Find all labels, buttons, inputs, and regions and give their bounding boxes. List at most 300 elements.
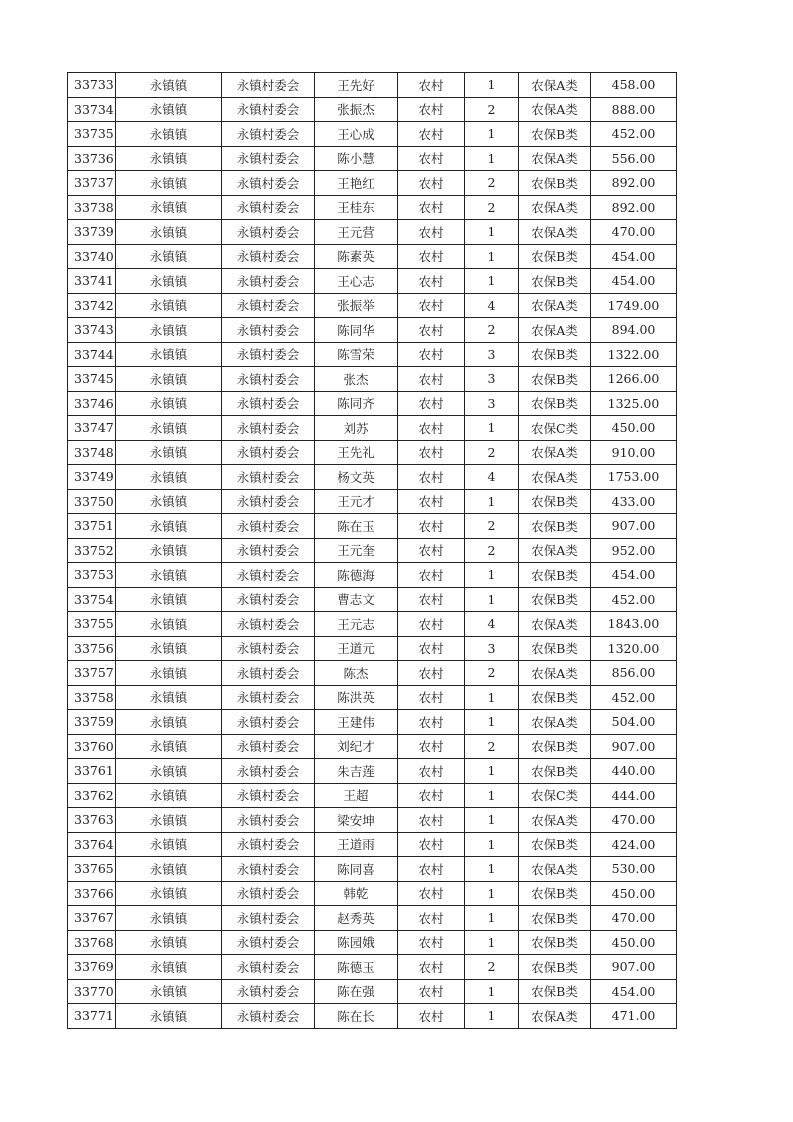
name-cell: 刘纪才 [315, 734, 398, 759]
household-type-cell: 农村 [398, 195, 465, 220]
town-cell: 永镇镇 [116, 367, 222, 392]
insurance-category-cell: 农保A类 [519, 97, 591, 122]
name-cell: 王超 [315, 783, 398, 808]
name-cell: 张振举 [315, 293, 398, 318]
table-row [68, 710, 677, 735]
name-cell: 陈德海 [315, 563, 398, 588]
person-count-cell: 1 [465, 685, 519, 710]
insurance-category-cell: 农保B类 [519, 759, 591, 784]
name-cell: 朱吉莲 [315, 759, 398, 784]
insurance-category-cell: 农保A类 [519, 440, 591, 465]
id-cell: 33763 [68, 808, 116, 833]
person-count-cell: 2 [465, 661, 519, 686]
village-committee-cell: 永镇村委会 [222, 514, 315, 539]
amount-cell: 470.00 [591, 220, 677, 245]
table-row [68, 269, 677, 294]
town-cell: 永镇镇 [116, 416, 222, 441]
name-cell: 王先好 [315, 73, 398, 98]
town-cell: 永镇镇 [116, 97, 222, 122]
household-type-cell: 农村 [398, 881, 465, 906]
insurance-category-cell: 农保B类 [519, 636, 591, 661]
amount-cell: 454.00 [591, 269, 677, 294]
name-cell: 王先礼 [315, 440, 398, 465]
amount-cell: 471.00 [591, 1004, 677, 1029]
amount-cell: 452.00 [591, 587, 677, 612]
town-cell: 永镇镇 [116, 220, 222, 245]
village-committee-cell: 永镇村委会 [222, 293, 315, 318]
id-cell: 33764 [68, 832, 116, 857]
insurance-category-cell: 农保C类 [519, 416, 591, 441]
id-cell: 33750 [68, 489, 116, 514]
person-count-cell: 2 [465, 195, 519, 220]
insurance-category-cell: 农保B类 [519, 342, 591, 367]
village-committee-cell: 永镇村委会 [222, 808, 315, 833]
name-cell: 赵秀英 [315, 906, 398, 931]
household-type-cell: 农村 [398, 832, 465, 857]
table-row [68, 318, 677, 343]
person-count-cell: 3 [465, 636, 519, 661]
table-row [68, 195, 677, 220]
amount-cell: 892.00 [591, 171, 677, 196]
table-row [68, 514, 677, 539]
name-cell: 韩乾 [315, 881, 398, 906]
name-cell: 王建伟 [315, 710, 398, 735]
id-cell: 33734 [68, 97, 116, 122]
town-cell: 永镇镇 [116, 440, 222, 465]
amount-cell: 504.00 [591, 710, 677, 735]
town-cell: 永镇镇 [116, 979, 222, 1004]
id-cell: 33760 [68, 734, 116, 759]
insurance-category-cell: 农保A类 [519, 538, 591, 563]
person-count-cell: 1 [465, 220, 519, 245]
household-type-cell: 农村 [398, 514, 465, 539]
amount-cell: 1325.00 [591, 391, 677, 416]
person-count-cell: 1 [465, 587, 519, 612]
amount-cell: 1320.00 [591, 636, 677, 661]
household-type-cell: 农村 [398, 146, 465, 171]
table-row [68, 244, 677, 269]
person-count-cell: 1 [465, 146, 519, 171]
amount-cell: 470.00 [591, 906, 677, 931]
household-type-cell: 农村 [398, 1004, 465, 1029]
amount-cell: 1843.00 [591, 612, 677, 637]
table-row [68, 587, 677, 612]
household-type-cell: 农村 [398, 391, 465, 416]
name-cell: 王道雨 [315, 832, 398, 857]
insurance-category-cell: 农保A类 [519, 710, 591, 735]
village-committee-cell: 永镇村委会 [222, 269, 315, 294]
name-cell: 梁安坤 [315, 808, 398, 833]
table-row [68, 685, 677, 710]
household-type-cell: 农村 [398, 122, 465, 147]
id-cell: 33739 [68, 220, 116, 245]
town-cell: 永镇镇 [116, 734, 222, 759]
amount-cell: 424.00 [591, 832, 677, 857]
village-committee-cell: 永镇村委会 [222, 612, 315, 637]
town-cell: 永镇镇 [116, 489, 222, 514]
household-type-cell: 农村 [398, 73, 465, 98]
town-cell: 永镇镇 [116, 808, 222, 833]
table-body [68, 73, 677, 1029]
amount-cell: 910.00 [591, 440, 677, 465]
person-count-cell: 1 [465, 857, 519, 882]
id-cell: 33737 [68, 171, 116, 196]
insurance-category-cell: 农保B类 [519, 881, 591, 906]
insurance-category-cell: 农保B类 [519, 685, 591, 710]
insurance-category-cell: 农保B类 [519, 391, 591, 416]
person-count-cell: 1 [465, 759, 519, 784]
person-count-cell: 1 [465, 1004, 519, 1029]
table-row [68, 416, 677, 441]
table-row [68, 220, 677, 245]
household-type-cell: 农村 [398, 171, 465, 196]
household-type-cell: 农村 [398, 220, 465, 245]
person-count-cell: 2 [465, 538, 519, 563]
insurance-category-cell: 农保A类 [519, 808, 591, 833]
insurance-category-cell: 农保A类 [519, 146, 591, 171]
name-cell: 陈素英 [315, 244, 398, 269]
village-committee-cell: 永镇村委会 [222, 857, 315, 882]
insurance-category-cell: 农保A类 [519, 1004, 591, 1029]
person-count-cell: 2 [465, 318, 519, 343]
person-count-cell: 1 [465, 416, 519, 441]
town-cell: 永镇镇 [116, 930, 222, 955]
household-type-cell: 农村 [398, 955, 465, 980]
name-cell: 陈杰 [315, 661, 398, 686]
town-cell: 永镇镇 [116, 906, 222, 931]
insurance-category-cell: 农保B类 [519, 587, 591, 612]
town-cell: 永镇镇 [116, 538, 222, 563]
amount-cell: 907.00 [591, 955, 677, 980]
id-cell: 33733 [68, 73, 116, 98]
household-type-cell: 农村 [398, 783, 465, 808]
household-type-cell: 农村 [398, 661, 465, 686]
table-row [68, 612, 677, 637]
person-count-cell: 2 [465, 955, 519, 980]
household-type-cell: 农村 [398, 636, 465, 661]
amount-cell: 458.00 [591, 73, 677, 98]
household-type-cell: 农村 [398, 685, 465, 710]
town-cell: 永镇镇 [116, 955, 222, 980]
town-cell: 永镇镇 [116, 636, 222, 661]
town-cell: 永镇镇 [116, 269, 222, 294]
name-cell: 张杰 [315, 367, 398, 392]
person-count-cell: 3 [465, 367, 519, 392]
town-cell: 永镇镇 [116, 391, 222, 416]
id-cell: 33769 [68, 955, 116, 980]
table-row [68, 440, 677, 465]
person-count-cell: 3 [465, 342, 519, 367]
village-committee-cell: 永镇村委会 [222, 1004, 315, 1029]
household-type-cell: 农村 [398, 465, 465, 490]
person-count-cell: 1 [465, 881, 519, 906]
table-row [68, 538, 677, 563]
village-committee-cell: 永镇村委会 [222, 538, 315, 563]
village-committee-cell: 永镇村委会 [222, 489, 315, 514]
insurance-category-cell: 农保B类 [519, 514, 591, 539]
id-cell: 33749 [68, 465, 116, 490]
name-cell: 王艳红 [315, 171, 398, 196]
id-cell: 33768 [68, 930, 116, 955]
table-row [68, 759, 677, 784]
village-committee-cell: 永镇村委会 [222, 244, 315, 269]
id-cell: 33738 [68, 195, 116, 220]
amount-cell: 1749.00 [591, 293, 677, 318]
household-type-cell: 农村 [398, 342, 465, 367]
person-count-cell: 2 [465, 440, 519, 465]
person-count-cell: 3 [465, 391, 519, 416]
table-row [68, 171, 677, 196]
person-count-cell: 1 [465, 832, 519, 857]
village-committee-cell: 永镇村委会 [222, 171, 315, 196]
insurance-category-cell: 农保A类 [519, 612, 591, 637]
name-cell: 王元奎 [315, 538, 398, 563]
person-count-cell: 2 [465, 734, 519, 759]
id-cell: 33770 [68, 979, 116, 1004]
village-committee-cell: 永镇村委会 [222, 979, 315, 1004]
amount-cell: 454.00 [591, 244, 677, 269]
person-count-cell: 1 [465, 930, 519, 955]
amount-cell: 1753.00 [591, 465, 677, 490]
table-row [68, 391, 677, 416]
household-type-cell: 农村 [398, 538, 465, 563]
person-count-cell: 1 [465, 489, 519, 514]
household-type-cell: 农村 [398, 269, 465, 294]
name-cell: 杨文英 [315, 465, 398, 490]
insurance-category-cell: 农保A类 [519, 465, 591, 490]
id-cell: 33757 [68, 661, 116, 686]
table-row [68, 465, 677, 490]
amount-cell: 452.00 [591, 122, 677, 147]
person-count-cell: 2 [465, 514, 519, 539]
insurance-category-cell: 农保A类 [519, 857, 591, 882]
name-cell: 陈小慧 [315, 146, 398, 171]
id-cell: 33771 [68, 1004, 116, 1029]
name-cell: 刘苏 [315, 416, 398, 441]
insurance-category-cell: 农保A类 [519, 318, 591, 343]
id-cell: 33746 [68, 391, 116, 416]
village-committee-cell: 永镇村委会 [222, 318, 315, 343]
town-cell: 永镇镇 [116, 465, 222, 490]
village-committee-cell: 永镇村委会 [222, 685, 315, 710]
town-cell: 永镇镇 [116, 73, 222, 98]
name-cell: 陈在强 [315, 979, 398, 1004]
person-count-cell: 2 [465, 171, 519, 196]
village-committee-cell: 永镇村委会 [222, 465, 315, 490]
table-row [68, 857, 677, 882]
town-cell: 永镇镇 [116, 514, 222, 539]
village-committee-cell: 永镇村委会 [222, 783, 315, 808]
town-cell: 永镇镇 [116, 171, 222, 196]
insurance-category-cell: 农保B类 [519, 979, 591, 1004]
insurance-category-cell: 农保A类 [519, 293, 591, 318]
id-cell: 33761 [68, 759, 116, 784]
person-count-cell: 1 [465, 783, 519, 808]
id-cell: 33756 [68, 636, 116, 661]
insurance-category-cell: 农保B类 [519, 832, 591, 857]
table-row [68, 734, 677, 759]
id-cell: 33752 [68, 538, 116, 563]
id-cell: 33762 [68, 783, 116, 808]
person-count-cell: 1 [465, 906, 519, 931]
amount-cell: 907.00 [591, 514, 677, 539]
town-cell: 永镇镇 [116, 244, 222, 269]
name-cell: 陈在玉 [315, 514, 398, 539]
village-committee-cell: 永镇村委会 [222, 661, 315, 686]
person-count-cell: 1 [465, 244, 519, 269]
person-count-cell: 1 [465, 808, 519, 833]
town-cell: 永镇镇 [116, 710, 222, 735]
name-cell: 陈洪英 [315, 685, 398, 710]
town-cell: 永镇镇 [116, 759, 222, 784]
id-cell: 33741 [68, 269, 116, 294]
village-committee-cell: 永镇村委会 [222, 220, 315, 245]
name-cell: 王道元 [315, 636, 398, 661]
table-row [68, 342, 677, 367]
town-cell: 永镇镇 [116, 881, 222, 906]
town-cell: 永镇镇 [116, 342, 222, 367]
table-row [68, 783, 677, 808]
village-committee-cell: 永镇村委会 [222, 146, 315, 171]
id-cell: 33735 [68, 122, 116, 147]
table-row [68, 808, 677, 833]
village-committee-cell: 永镇村委会 [222, 906, 315, 931]
table-row [68, 122, 677, 147]
id-cell: 33743 [68, 318, 116, 343]
name-cell: 张振杰 [315, 97, 398, 122]
household-type-cell: 农村 [398, 734, 465, 759]
household-type-cell: 农村 [398, 759, 465, 784]
table-row [68, 73, 677, 98]
village-committee-cell: 永镇村委会 [222, 416, 315, 441]
amount-cell: 433.00 [591, 489, 677, 514]
town-cell: 永镇镇 [116, 195, 222, 220]
town-cell: 永镇镇 [116, 563, 222, 588]
amount-cell: 470.00 [591, 808, 677, 833]
insurance-category-cell: 农保B类 [519, 955, 591, 980]
table-row [68, 881, 677, 906]
insurance-category-cell: 农保B类 [519, 171, 591, 196]
household-type-cell: 农村 [398, 440, 465, 465]
person-count-cell: 4 [465, 293, 519, 318]
table-row [68, 979, 677, 1004]
insurance-category-cell: 农保B类 [519, 367, 591, 392]
name-cell: 王元才 [315, 489, 398, 514]
amount-cell: 440.00 [591, 759, 677, 784]
table-row [68, 906, 677, 931]
id-cell: 33748 [68, 440, 116, 465]
amount-cell: 450.00 [591, 930, 677, 955]
village-committee-cell: 永镇村委会 [222, 97, 315, 122]
id-cell: 33745 [68, 367, 116, 392]
amount-cell: 450.00 [591, 416, 677, 441]
amount-cell: 892.00 [591, 195, 677, 220]
household-type-cell: 农村 [398, 318, 465, 343]
insurance-category-cell: 农保A类 [519, 661, 591, 686]
id-cell: 33758 [68, 685, 116, 710]
village-committee-cell: 永镇村委会 [222, 73, 315, 98]
household-type-cell: 农村 [398, 710, 465, 735]
name-cell: 陈同华 [315, 318, 398, 343]
village-committee-cell: 永镇村委会 [222, 391, 315, 416]
name-cell: 陈同齐 [315, 391, 398, 416]
town-cell: 永镇镇 [116, 146, 222, 171]
person-count-cell: 1 [465, 73, 519, 98]
id-cell: 33740 [68, 244, 116, 269]
amount-cell: 907.00 [591, 734, 677, 759]
table-row [68, 636, 677, 661]
insurance-category-cell: 农保B类 [519, 269, 591, 294]
amount-cell: 1266.00 [591, 367, 677, 392]
household-type-cell: 农村 [398, 808, 465, 833]
table-row [68, 563, 677, 588]
name-cell: 王元营 [315, 220, 398, 245]
insurance-category-cell: 农保B类 [519, 930, 591, 955]
id-cell: 33765 [68, 857, 116, 882]
insurance-category-cell: 农保B类 [519, 563, 591, 588]
table-row [68, 489, 677, 514]
village-committee-cell: 永镇村委会 [222, 587, 315, 612]
household-type-cell: 农村 [398, 857, 465, 882]
person-count-cell: 2 [465, 97, 519, 122]
amount-cell: 952.00 [591, 538, 677, 563]
id-cell: 33744 [68, 342, 116, 367]
village-committee-cell: 永镇村委会 [222, 832, 315, 857]
person-count-cell: 1 [465, 122, 519, 147]
town-cell: 永镇镇 [116, 832, 222, 857]
insurance-category-cell: 农保A类 [519, 220, 591, 245]
village-committee-cell: 永镇村委会 [222, 195, 315, 220]
id-cell: 33759 [68, 710, 116, 735]
household-type-cell: 农村 [398, 587, 465, 612]
table-row [68, 930, 677, 955]
id-cell: 33753 [68, 563, 116, 588]
name-cell: 王心志 [315, 269, 398, 294]
table-row [68, 146, 677, 171]
amount-cell: 1322.00 [591, 342, 677, 367]
village-committee-cell: 永镇村委会 [222, 930, 315, 955]
household-type-cell: 农村 [398, 612, 465, 637]
table-row [68, 661, 677, 686]
town-cell: 永镇镇 [116, 587, 222, 612]
amount-cell: 888.00 [591, 97, 677, 122]
household-type-cell: 农村 [398, 979, 465, 1004]
person-count-cell: 1 [465, 710, 519, 735]
id-cell: 33742 [68, 293, 116, 318]
village-committee-cell: 永镇村委会 [222, 367, 315, 392]
amount-cell: 452.00 [591, 685, 677, 710]
village-committee-cell: 永镇村委会 [222, 710, 315, 735]
person-count-cell: 1 [465, 563, 519, 588]
table-row [68, 97, 677, 122]
person-count-cell: 1 [465, 979, 519, 1004]
insurance-category-cell: 农保B类 [519, 244, 591, 269]
subsidy-table [67, 72, 677, 1029]
town-cell: 永镇镇 [116, 122, 222, 147]
amount-cell: 454.00 [591, 979, 677, 1004]
table-row [68, 955, 677, 980]
village-committee-cell: 永镇村委会 [222, 955, 315, 980]
id-cell: 33766 [68, 881, 116, 906]
household-type-cell: 农村 [398, 416, 465, 441]
person-count-cell: 1 [465, 269, 519, 294]
town-cell: 永镇镇 [116, 661, 222, 686]
name-cell: 陈园娥 [315, 930, 398, 955]
id-cell: 33754 [68, 587, 116, 612]
household-type-cell: 农村 [398, 906, 465, 931]
name-cell: 陈雪荣 [315, 342, 398, 367]
name-cell: 王桂东 [315, 195, 398, 220]
